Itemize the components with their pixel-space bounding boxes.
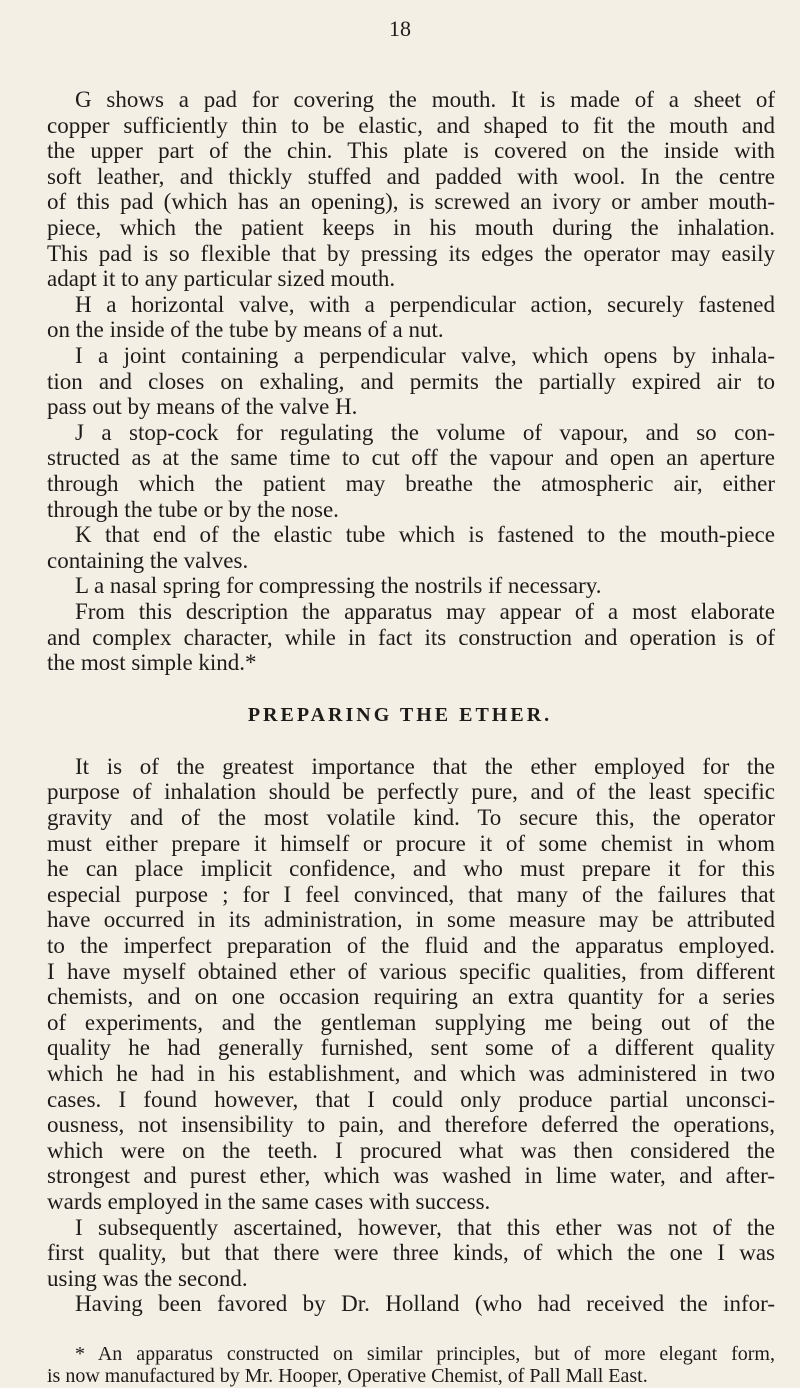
text-line: piece, which the patient keeps in his mouth during the inhalation. <box>47 215 775 240</box>
text-line: which were on the teeth. I procured what was then considered the <box>47 1138 775 1163</box>
text-line: especial purpose ; for I feel convinced, that many of the failures that <box>47 882 775 907</box>
text-line: ousness, not insensibility to pain, and therefore deferred the operations, <box>47 1112 775 1137</box>
text-line: L a nasal spring for compressing the nostrils if necessary. <box>75 573 602 598</box>
text-line: have occurred in its administration, in some measure may be attributed <box>47 907 775 932</box>
text-line: J a stop-cock for regulating the volume of vapour, and so con- <box>75 420 775 445</box>
text-line: first quality, but that there were three kinds, of which the one I was <box>47 1240 775 1265</box>
text-line: gravity and of the most volatile kind. To secure this, the operator <box>47 805 775 830</box>
text-line: quality he had generally furnished, sent some of a different quality <box>47 1035 775 1060</box>
text-line: containing the valves. <box>47 548 249 573</box>
text-line: purpose of inhalation should be perfectly pure, and of the least specific <box>47 779 775 804</box>
text-line: soft leather, and thickly stuffed and padded with wool. In the centre <box>47 164 775 189</box>
text-line: through which the patient may breathe the atmospheric air, either <box>47 471 775 496</box>
text-line: I subsequently ascertained, however, that this ether was not of the <box>75 1215 775 1240</box>
text-line: the most simple kind.* <box>47 650 257 675</box>
text-line: of this pad (which has an opening), is screwed an ivory or amber mouth- <box>47 189 775 214</box>
text-line: K that end of the elastic tube which is fastened to the mouth-piece <box>75 522 775 547</box>
text-line: adapt it to any particular sized mouth. <box>47 266 396 291</box>
text-line: cases. I found however, that I could only produce partial unconsci- <box>47 1087 775 1112</box>
text-line: This pad is so flexible that by pressing its edges the operator may easily <box>47 241 775 266</box>
text-line: I have myself obtained ether of various specific qualities, from different <box>47 959 775 984</box>
text-line: It is of the greatest importance that the ether employed for the <box>75 754 775 779</box>
text-line: pass out by means of the valve H. <box>47 394 358 419</box>
text-line: wards employed in the same cases with success. <box>47 1189 491 1214</box>
text-line: chemists, and on one occasion requiring an extra quantity for a series <box>47 984 775 1009</box>
text-line: I a joint containing a perpendicular valve, which opens by inhala- <box>75 343 775 368</box>
text-line: H a horizontal valve, with a perpendicular action, securely fastened <box>75 292 775 317</box>
text-line: must either prepare it himself or procure it of some chemist in whom <box>47 831 775 856</box>
text-line: and complex character, while in fact its construction and operation is of <box>47 625 775 650</box>
text-line: through the tube or by the nose. <box>47 497 339 522</box>
text-line: on the inside of the tube by means of a nut. <box>47 317 444 342</box>
text-line: which he had in his establishment, and which was administered in two <box>47 1061 775 1086</box>
text-line: structed as at the same time to cut off the vapour and open an aperture <box>47 445 775 470</box>
text-line: From this description the apparatus may appear of a most elaborate <box>75 599 775 624</box>
footnote-line: is now manufactured by Mr. Hooper, Operative Chemist, of Pall Mall East. <box>47 1365 648 1387</box>
text-line: G shows a pad for covering the mouth. It is made of a sheet of <box>75 87 775 112</box>
text-line: tion and closes on exhaling, and permits the partially expired air to <box>47 369 775 394</box>
text-line: to the imperfect preparation of the fluid and the apparatus employed. <box>47 933 775 958</box>
page-number: 18 <box>389 16 411 41</box>
text-line: the upper part of the chin. This plate is covered on the inside with <box>47 138 775 163</box>
text-line: copper sufficiently thin to be elastic, and shaped to fit the mouth and <box>47 113 775 138</box>
text-line: he can place implicit confidence, and who must prepare it for this <box>47 856 775 881</box>
footnote-line: * An apparatus constructed on similar principles, but of more elegant form, <box>75 1343 775 1365</box>
text-line: using was the second. <box>47 1266 248 1291</box>
section-heading: PREPARING THE ETHER. <box>247 704 553 726</box>
text-line: Having been favored by Dr. Holland (who had received the infor- <box>75 1291 775 1316</box>
text-line: of experiments, and the gentleman supplying me being out of the <box>47 1010 775 1035</box>
text-line: strongest and purest ether, which was washed in lime water, and after- <box>47 1163 775 1188</box>
